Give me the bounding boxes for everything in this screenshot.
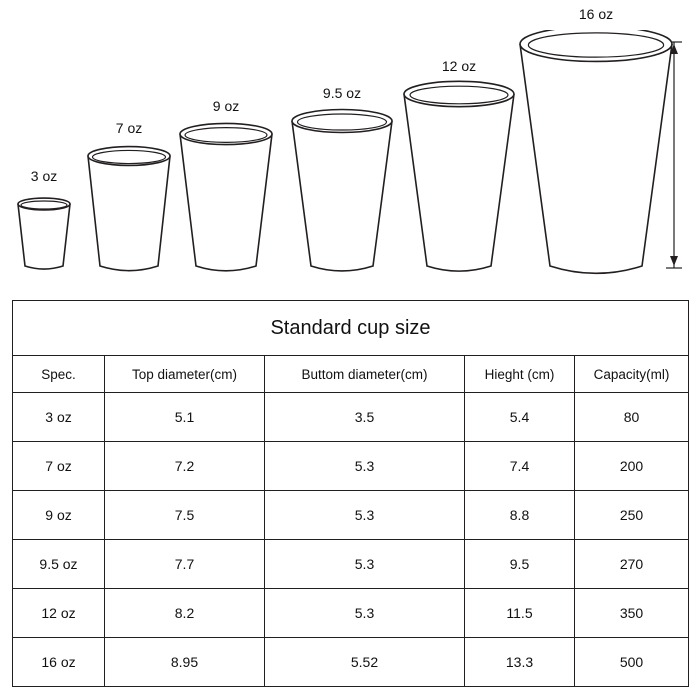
table-row — [13, 442, 689, 491]
cup-label: 7 oz — [115, 120, 143, 136]
cell-top: 8.95 — [105, 638, 265, 687]
cell-top: 8.2 — [105, 589, 265, 638]
cup-3-oz — [10, 168, 78, 278]
cell-bottom: 5.52 — [265, 638, 465, 687]
cell-spec: 3 oz — [13, 393, 105, 442]
column-header-bottom: Buttom diameter(cm) — [265, 356, 465, 393]
cup-label: 9.5 oz — [322, 85, 362, 101]
cell-capacity: 80 — [575, 393, 689, 442]
cell-spec: 7 oz — [13, 442, 105, 491]
cell-capacity: 270 — [575, 540, 689, 589]
cup-illustration — [0, 0, 700, 292]
cup-shape-icon — [396, 80, 522, 278]
spec-table-wrapper — [12, 300, 688, 687]
cell-height: 13.3 — [465, 638, 575, 687]
cell-height: 8.8 — [465, 491, 575, 540]
cup-shape-icon — [10, 190, 78, 278]
cup-shape-icon — [172, 120, 280, 278]
cup-shape-icon — [80, 142, 178, 278]
cell-capacity: 500 — [575, 638, 689, 687]
cup-label: 12 oz — [441, 58, 477, 74]
table-header-row — [13, 356, 689, 393]
cell-bottom: 5.3 — [265, 589, 465, 638]
cell-height: 5.4 — [465, 393, 575, 442]
cup-9-oz — [172, 98, 280, 278]
cell-height: 9.5 — [465, 540, 575, 589]
cup-9-5-oz — [284, 85, 400, 278]
table-title: Standard cup size — [13, 301, 689, 356]
cup-7-oz — [80, 120, 178, 278]
column-header-height: Hieght (cm) — [465, 356, 575, 393]
cell-capacity: 250 — [575, 491, 689, 540]
cell-capacity: 200 — [575, 442, 689, 491]
table-row — [13, 393, 689, 442]
cell-top: 7.2 — [105, 442, 265, 491]
cell-spec: 9 oz — [13, 491, 105, 540]
cell-height: 7.4 — [465, 442, 575, 491]
cell-top: 7.7 — [105, 540, 265, 589]
spec-table — [12, 300, 689, 687]
table-row — [13, 638, 689, 687]
cup-12-oz — [396, 58, 522, 278]
cell-spec: 9.5 oz — [13, 540, 105, 589]
cup-label: 16 oz — [578, 6, 614, 22]
cell-top: 5.1 — [105, 393, 265, 442]
cup-label: 3 oz — [30, 168, 58, 184]
cup-16-oz — [512, 6, 680, 278]
cell-spec: 12 oz — [13, 589, 105, 638]
table-row — [13, 540, 689, 589]
cell-bottom: 5.3 — [265, 442, 465, 491]
cell-spec: 16 oz — [13, 638, 105, 687]
table-title-row — [13, 301, 689, 356]
cup-shape-icon — [284, 107, 400, 278]
cup-label: 9 oz — [212, 98, 240, 114]
column-header-spec: Spec. — [13, 356, 105, 393]
table-row — [13, 589, 689, 638]
cell-bottom: 5.3 — [265, 540, 465, 589]
cell-bottom: 3.5 — [265, 393, 465, 442]
cell-capacity: 350 — [575, 589, 689, 638]
column-header-capacity: Capacity(ml) — [575, 356, 689, 393]
column-header-top: Top diameter(cm) — [105, 356, 265, 393]
table-row — [13, 491, 689, 540]
cup-shape-icon — [512, 30, 680, 278]
cell-height: 11.5 — [465, 589, 575, 638]
cell-top: 7.5 — [105, 491, 265, 540]
cell-bottom: 5.3 — [265, 491, 465, 540]
